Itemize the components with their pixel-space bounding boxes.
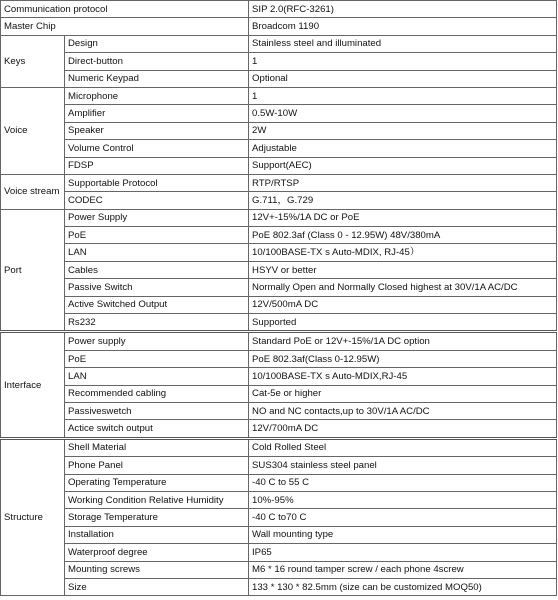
spec-value-active-switched-output: 12V/500mA DC [249,296,557,313]
spec-label-size: Size [65,578,249,595]
spec-value-microphone: 1 [249,87,557,104]
table-row [1,368,557,385]
table-row [1,209,557,226]
spec-label-lan: LAN [65,368,249,385]
spec-label-working-condition-relative-humidity: Working Condition Relative Humidity [65,491,249,508]
spec-value-storage-temperature: -40 C to70 C [249,509,557,526]
spec-label-power-supply: Power supply [65,332,249,350]
spec-value-amplifier: 0.5W-10W [249,105,557,122]
spec-label-microphone: Microphone [65,87,249,104]
spec-label-waterproof-degree: Waterproof degree [65,544,249,561]
spec-value-fdsp: Support(AEC) [249,157,557,174]
table-row [1,157,557,174]
spec-label-lan: LAN [65,244,249,261]
table-row [1,420,557,438]
table-row [1,402,557,419]
table-row [1,474,557,491]
spec-label-master-chip: Master Chip [1,18,249,35]
table-row [1,561,557,578]
group-label-port: Port [1,209,65,332]
spec-label-communication-protocol: Communication protocol [1,1,249,18]
spec-value-lan: 10/100BASE-TX s Auto-MDIX, RJ-45） [249,244,557,261]
table-row [1,544,557,561]
spec-label-phone-panel: Phone Panel [65,457,249,474]
spec-value-supportable-protocol: RTP/RTSP [249,174,557,191]
table-row [1,457,557,474]
table-row [1,244,557,261]
spec-value-lan: 10/100BASE-TX s Auto-MDIX,RJ-45 [249,368,557,385]
group-label-interface: Interface [1,332,65,438]
spec-label-passive-switch: Passive Switch [65,279,249,296]
table-row [1,1,557,18]
table-row [1,227,557,244]
spec-label-storage-temperature: Storage Temperature [65,509,249,526]
spec-table-body [1,1,557,596]
spec-value-recommended-cabling: Cat-5e or higher [249,385,557,402]
spec-value-cables: HSYV or better [249,261,557,278]
spec-value-waterproof-degree: IP65 [249,544,557,561]
spec-label-actice-switch-output: Actice switch output [65,420,249,438]
spec-value-installation: Wall mounting type [249,526,557,543]
table-row [1,438,557,456]
spec-label-active-switched-output: Active Switched Output [65,296,249,313]
spec-value-power-supply: Standard PoE or 12V+-15%/1A DC option [249,332,557,350]
spec-label-fdsp: FDSP [65,157,249,174]
spec-value-rs232: Supported [249,314,557,332]
table-row [1,140,557,157]
table-row [1,332,557,350]
spec-value-poe: PoE 802.3af (Class 0 - 12.95W) 48V/380mA [249,227,557,244]
table-row [1,509,557,526]
spec-label-passiveswetch: Passiveswetch [65,402,249,419]
table-row [1,174,557,191]
table-row [1,526,557,543]
spec-value-passive-switch: Normally Open and Normally Closed highest at 30V/1A AC/DC [249,279,557,296]
table-row [1,35,557,52]
table-row [1,314,557,332]
group-label-voice: Voice [1,87,65,174]
spec-label-cables: Cables [65,261,249,278]
table-row [1,261,557,278]
spec-value-numeric-keypad: Optional [249,70,557,87]
spec-value-speaker: 2W [249,122,557,139]
spec-label-amplifier: Amplifier [65,105,249,122]
spec-value-communication-protocol: SIP 2.0(RFC-3261) [249,1,557,18]
spec-label-installation: Installation [65,526,249,543]
spec-label-supportable-protocol: Supportable Protocol [65,174,249,191]
group-label-structure: Structure [1,438,65,596]
spec-label-operating-temperature: Operating Temperature [65,474,249,491]
spec-label-direct-button: Direct-button [65,53,249,70]
table-row [1,192,557,209]
table-row [1,350,557,367]
group-label-keys: Keys [1,35,65,87]
spec-value-power-supply: 12V+-15%/1A DC or PoE [249,209,557,226]
table-row [1,279,557,296]
spec-value-operating-temperature: -40 C to 55 C [249,474,557,491]
group-label-voice-stream: Voice stream [1,174,65,209]
spec-label-shell-material: Shell Material [65,438,249,456]
spec-label-volume-control: Volume Control [65,140,249,157]
spec-label-codec: CODEC [65,192,249,209]
spec-label-mounting-screws: Mounting screws [65,561,249,578]
table-row [1,105,557,122]
spec-value-working-condition-relative-humidity: 10%-95% [249,491,557,508]
spec-value-direct-button: 1 [249,53,557,70]
spec-label-poe: PoE [65,350,249,367]
table-row [1,122,557,139]
table-row [1,70,557,87]
spec-value-mounting-screws: M6 * 16 round tamper screw / each phone 4screw [249,561,557,578]
spec-label-rs232: Rs232 [65,314,249,332]
spec-label-poe: PoE [65,227,249,244]
spec-value-master-chip: Broadcom 1190 [249,18,557,35]
spec-value-poe: PoE 802.3af(Class 0-12.95W) [249,350,557,367]
table-row [1,385,557,402]
spec-value-passiveswetch: NO and NC contacts,up to 30V/1A AC/DC [249,402,557,419]
table-row [1,53,557,70]
spec-value-size: 133 * 130 * 82.5mm (size can be customized MOQ50) [249,578,557,595]
table-row [1,18,557,35]
spec-value-shell-material: Cold Rolled Steel [249,438,557,456]
spec-label-power-supply: Power Supply [65,209,249,226]
spec-value-volume-control: Adjustable [249,140,557,157]
table-row [1,491,557,508]
spec-label-recommended-cabling: Recommended cabling [65,385,249,402]
table-row [1,578,557,595]
table-row [1,296,557,313]
spec-value-actice-switch-output: 12V/700mA DC [249,420,557,438]
spec-label-speaker: Speaker [65,122,249,139]
spec-value-design: Stainless steel and illuminated [249,35,557,52]
spec-value-phone-panel: SUS304 stainless steel panel [249,457,557,474]
table-row [1,87,557,104]
spec-label-numeric-keypad: Numeric Keypad [65,70,249,87]
spec-label-design: Design [65,35,249,52]
spec-value-codec: G.711，G.729 [249,192,557,209]
